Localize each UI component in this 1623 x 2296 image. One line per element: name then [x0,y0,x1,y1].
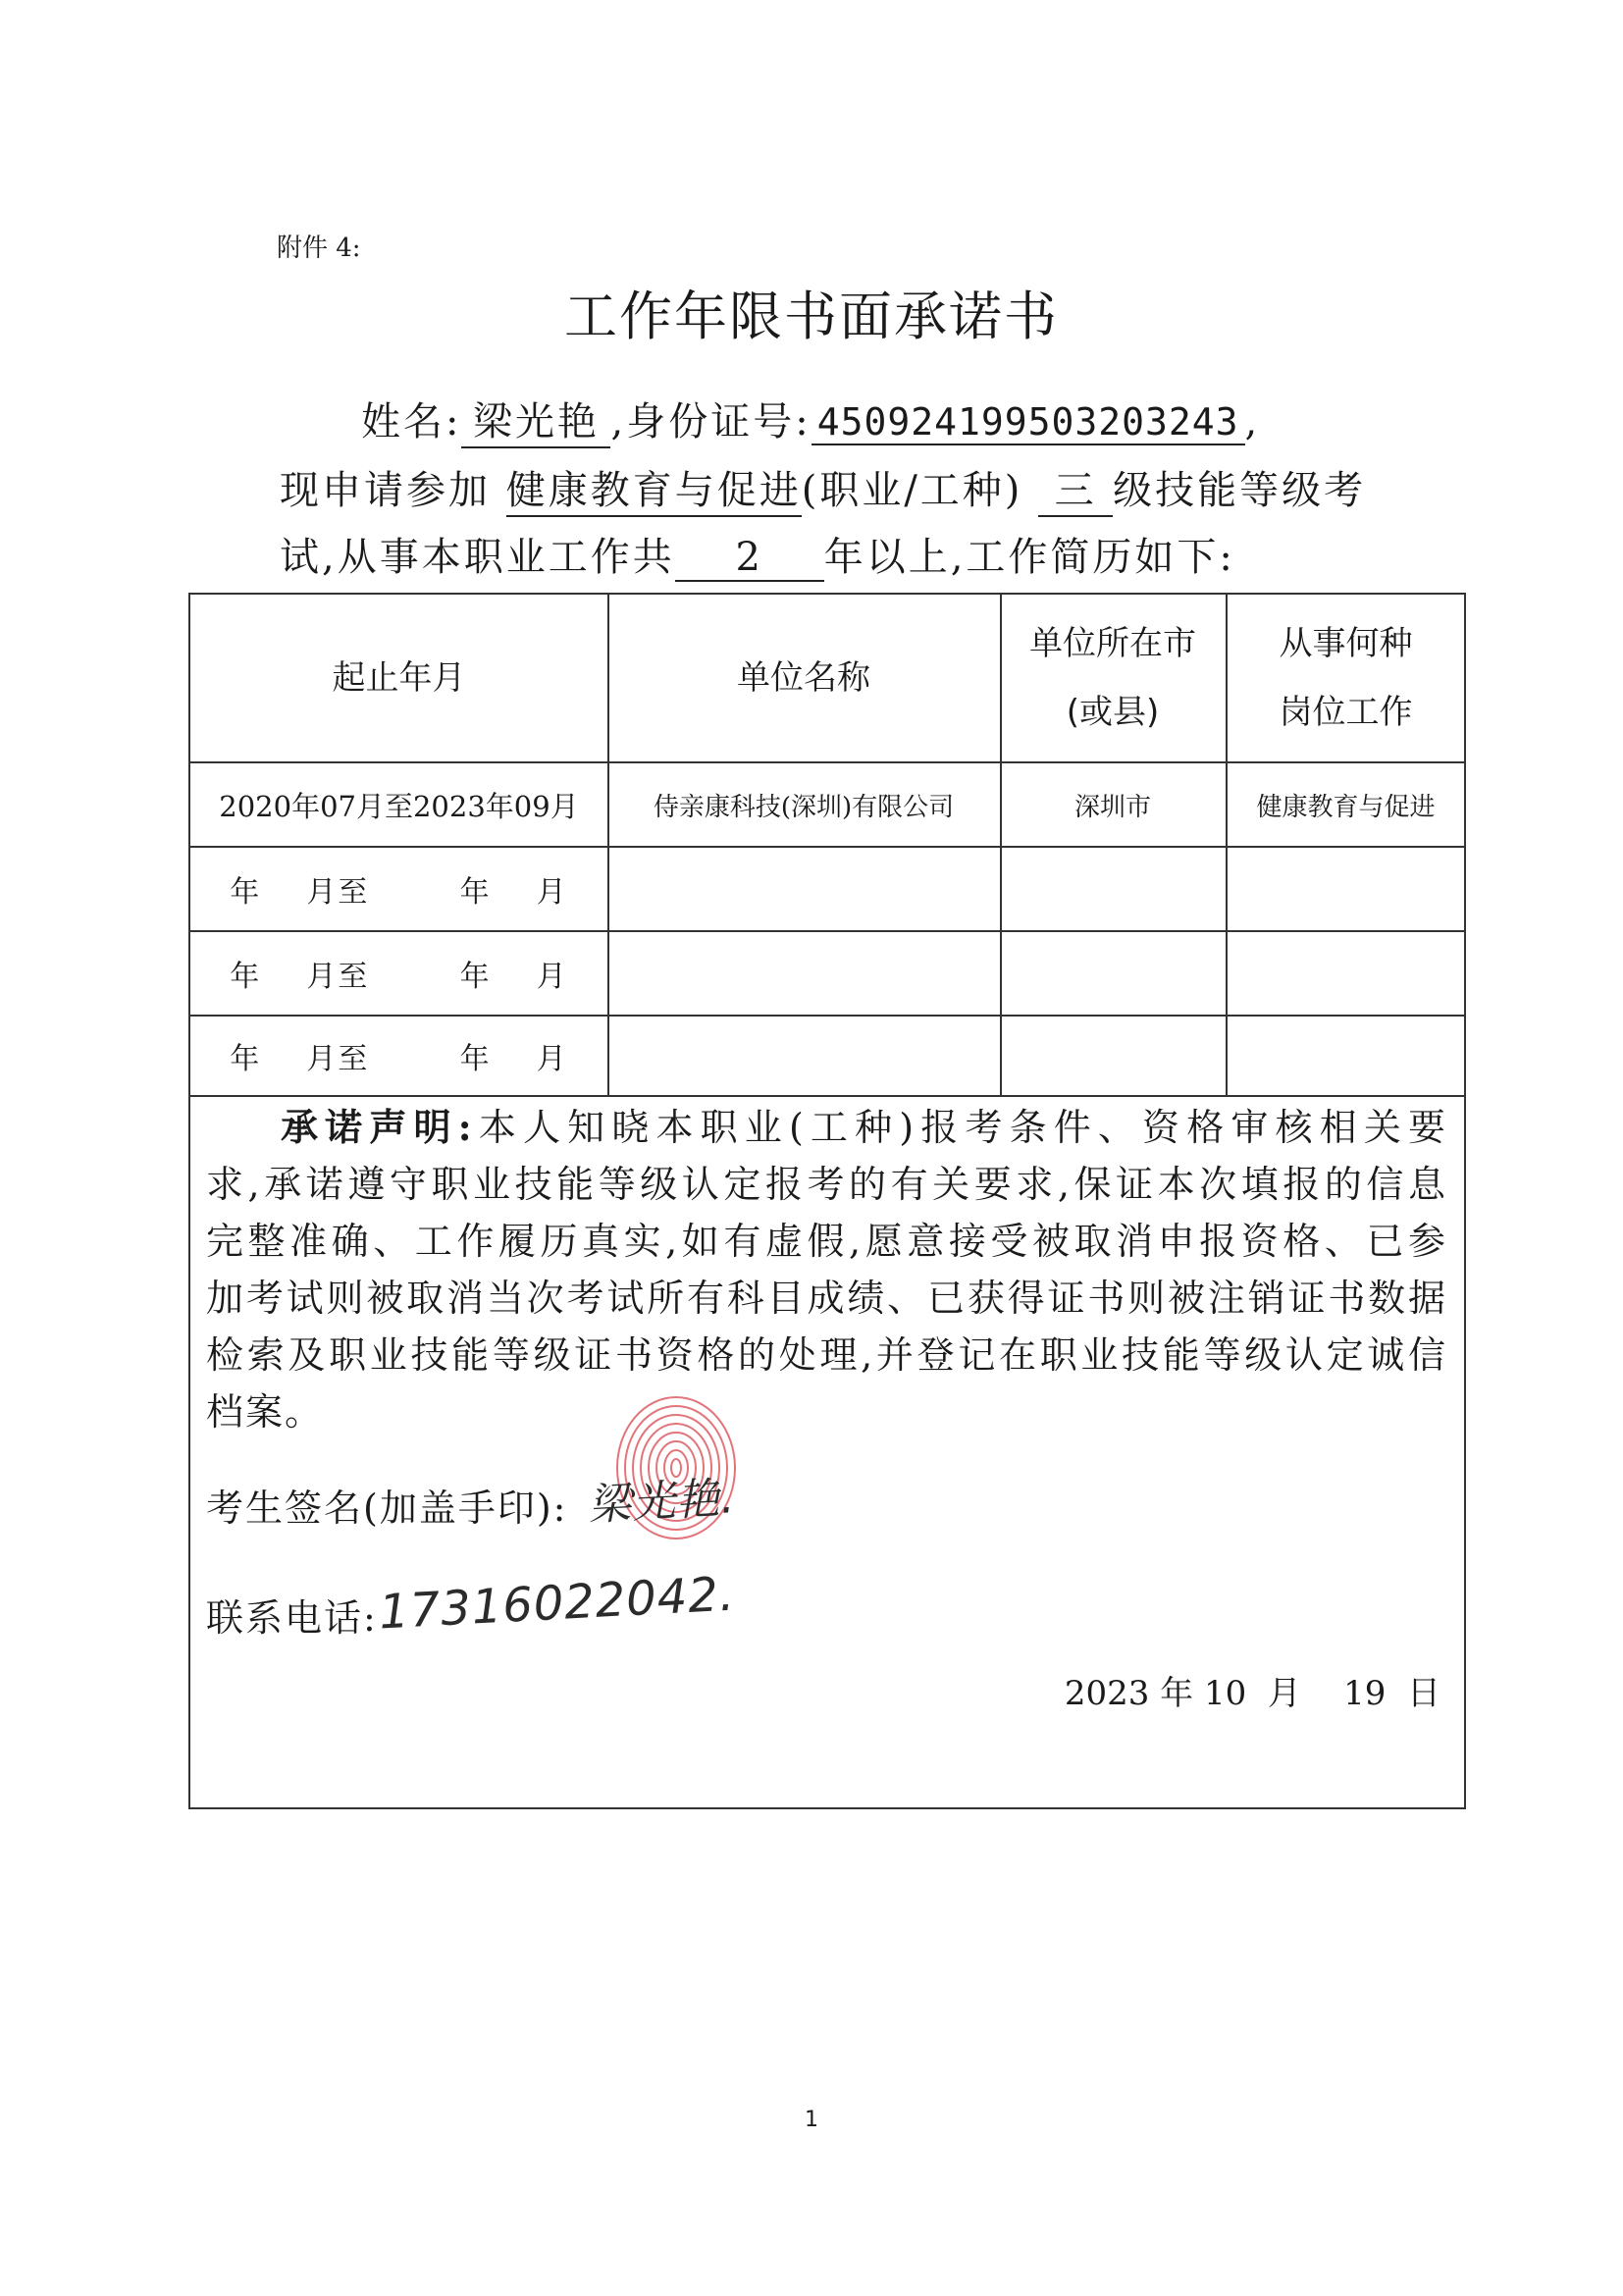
date-month-unit: 月 [1267,1674,1301,1713]
pledge-line [206,1099,1447,1156]
applicant-line-2 [280,459,1366,517]
pledge-line: 加考试则被取消当次考试所有科目成绩、已获得证书则被注销证书数据 [206,1277,1447,1320]
date-year-unit: 年 [1160,1674,1194,1713]
years-suffix: 年以上,工作简历如下: [823,535,1235,580]
pledge-statement [206,1099,1447,1440]
attachment-label: 附件 4: [277,234,361,263]
header-city [1000,595,1226,761]
apply-prefix: 现申请参加 [280,468,491,513]
handwritten-signature: 梁光艳. [587,1473,737,1531]
row3-period: 年 月至 年 月 [230,960,568,994]
document-title: 工作年限书面承诺书 [564,286,1059,347]
occupation: 健康教育与促进 [506,459,802,517]
signature-row [206,1478,567,1532]
pledge-heading: 承诺声明: [281,1105,474,1149]
date-day: 19 [1343,1674,1387,1713]
header-position-line1: 从事何种 [1279,624,1413,663]
pledge-line: 档案。 [206,1390,325,1434]
id-number: 450924199503203243 [812,400,1245,445]
phone-label: 联系电话: [206,1596,378,1640]
pledge-text: 本人知晓本职业(工种)报考条件、资格审核相关要 [473,1106,1447,1149]
occupation-suffix: (职业/工种) [801,468,1023,513]
skill-level: 三 [1038,459,1113,517]
row-divider [190,1095,1464,1097]
level-suffix: 级技能等级考 [1113,468,1367,513]
pledge-line: 求,承诺遵守职业技能等级认定报考的有关要求,保证本次填报的信息 [206,1163,1447,1206]
row2-period: 年 月至 年 月 [230,875,568,910]
applicant-line-3 [280,526,1235,582]
row1-period: 2020年07月至2023年09月 [219,789,579,823]
pledge-line: 检索及职业技能等级证书资格的处理,并登记在职业技能等级认定诚信 [206,1333,1447,1377]
years-prefix: 试,从事本职业工作共 [280,535,675,580]
sign-date [1065,1666,1440,1714]
row1-city: 深圳市 [1073,792,1151,822]
row1-position: 健康教育与促进 [1256,792,1436,822]
date-month: 10 [1203,1674,1247,1713]
id-tail: , [1244,399,1261,444]
header-city-line1: 单位所在市 [1029,624,1196,663]
date-day-unit: 日 [1407,1674,1440,1713]
work-years: 2 [675,535,824,582]
header-position [1226,595,1466,761]
header-position-line2: 岗位工作 [1279,693,1413,732]
applicant-name: 梁光艳 [461,391,610,448]
date-year: 2023 [1064,1674,1150,1713]
pledge-line: 完整准确、工作履历真实,如有虚假,愿意接受被取消申报资格、已参 [206,1220,1447,1263]
header-city-line2: (或县) [1066,693,1160,732]
page-number: 1 [805,2108,818,2132]
work-history-table [188,593,1466,1809]
row1-unit: 侍亲康科技(深圳)有限公司 [653,792,955,822]
handwritten-phone: 17316022042. [377,1566,737,1641]
phone-row [206,1588,378,1642]
applicant-line-1 [361,391,1260,448]
header-unit-name: 单位名称 [737,658,870,698]
signature-label: 考生签名(加盖手印): [206,1487,568,1530]
row4-period: 年 月至 年 月 [230,1042,568,1076]
name-label: 姓名: [361,399,462,444]
header-period: 起止年月 [332,658,466,698]
id-label: ,身份证号: [610,399,812,444]
